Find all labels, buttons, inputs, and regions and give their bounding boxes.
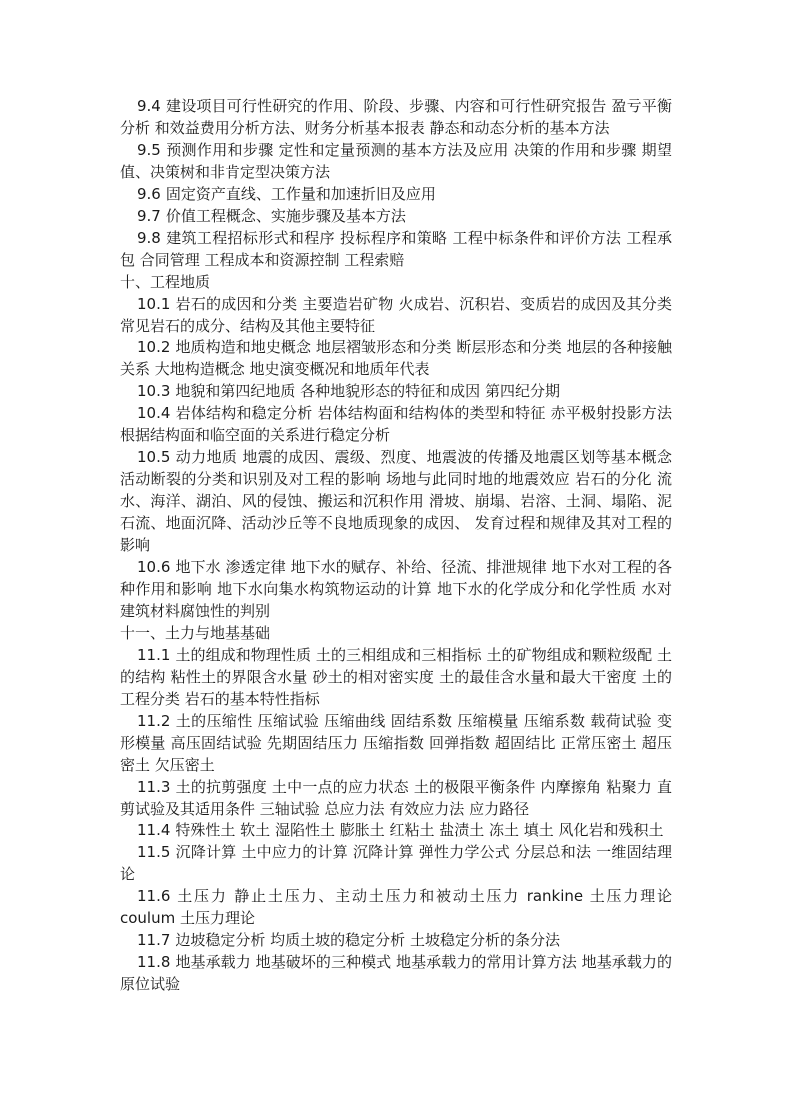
section-text: 地质构造和地史概念 地层褶皱形态和分类 断层形态和分类 地层的各种接触关系 大地构造概念 地史演变概况和地质年代表 bbox=[120, 338, 672, 379]
section-text: 沉降计算 土中应力的计算 沉降计算 弹性力学公式 分层总和法 一维固结理论 bbox=[120, 843, 672, 884]
section-number: 9.6 bbox=[137, 184, 161, 203]
section-11-3 bbox=[120, 777, 672, 821]
section-11-4 bbox=[120, 820, 672, 842]
section-text: 地基承载力 地基破坏的三种模式 地基承载力的常用计算方法 地基承载力的原位试验 bbox=[120, 953, 672, 994]
section-number: 9.8 bbox=[137, 228, 161, 247]
section-11-1 bbox=[120, 645, 672, 711]
section-11-6 bbox=[120, 886, 672, 930]
section-text: 岩体结构和稳定分析 岩体结构面和结构体的类型和特征 赤平极射投影方法 根据结构面和临空面的关系进行稳定分析 bbox=[120, 404, 672, 445]
section-number: 11.1 bbox=[137, 645, 171, 664]
section-text: 动力地质 地震的成因、震级、烈度、地震波的传播及地震区划等基本概念 活动断裂的分类和识别及对工程的影响 场地与此同时地的地震效应 岩石的分化 流水、海洋、湖泊、风的侵蚀、搬运和沉积作用 滑坡、崩塌、岩溶、土洞、塌陷、泥石流、地面沉降、活动沙丘等不良地质现象的成因、 发育过程和规律及其对工程的影响 bbox=[120, 448, 672, 555]
chapter-title: 十、工程地质 bbox=[120, 272, 211, 291]
section-10-4 bbox=[120, 403, 672, 447]
section-11-8 bbox=[120, 952, 672, 996]
section-number: 11.4 bbox=[137, 821, 171, 840]
section-10-2 bbox=[120, 337, 672, 381]
section-text: 土压力 静止土压力、主动土压力和被动土压力 rankine 土压力理论 coulum 土压力理论 bbox=[120, 887, 672, 928]
section-number: 10.4 bbox=[137, 404, 171, 423]
section-number: 11.7 bbox=[137, 931, 171, 950]
section-10-5 bbox=[120, 447, 672, 557]
section-text: 岩石的成因和分类 主要造岩矿物 火成岩、沉积岩、变质岩的成因及其分类 常见岩石的成分、结构及其他主要特征 bbox=[120, 294, 672, 335]
section-number: 11.2 bbox=[137, 711, 171, 730]
section-10-1 bbox=[120, 294, 672, 338]
section-number: 11.6 bbox=[137, 887, 171, 906]
section-number: 10.3 bbox=[137, 382, 171, 401]
section-text: 建设项目可行性研究的作用、阶段、步骤、内容和可行性研究报告 盈亏平衡分析 和效益费用分析方法、财务分析基本报表 静态和动态分析的基本方法 bbox=[120, 97, 672, 137]
chapter-title: 十一、土力与地基基础 bbox=[120, 623, 271, 642]
section-9-5 bbox=[120, 140, 672, 184]
section-text: 建筑工程招标形式和程序 投标程序和策略 工程中标条件和评价方法 工程承包 合同管理 工程成本和资源控制 工程索赔 bbox=[120, 228, 672, 269]
section-number: 10.1 bbox=[137, 294, 171, 313]
chapter-heading-10 bbox=[120, 272, 672, 294]
section-text: 地貌和第四纪地质 各种地貌形态的特征和成因 第四纪分期 bbox=[175, 382, 560, 401]
section-number: 11.3 bbox=[137, 777, 171, 796]
section-10-3 bbox=[120, 381, 672, 403]
document-page bbox=[120, 96, 672, 996]
section-text: 土的压缩性 压缩试验 压缩曲线 固结系数 压缩模量 压缩系数 载荷试验 变形模量 高压固结试验 先期固结压力 压缩指数 回弹指数 超固结比 正常压密土 超压密土 欠压密土 bbox=[120, 711, 672, 774]
section-number: 10.6 bbox=[137, 558, 171, 577]
section-9-6 bbox=[120, 184, 672, 206]
section-text: 特殊性土 软土 湿陷性土 膨胀土 红粘土 盐渍土 冻土 填土 风化岩和残积土 bbox=[175, 821, 664, 840]
section-number: 10.2 bbox=[137, 338, 171, 357]
section-10-6 bbox=[120, 557, 672, 623]
section-number: 10.5 bbox=[137, 448, 171, 467]
section-text: 预测作用和步骤 定性和定量预测的基本方法及应用 决策的作用和步骤 期望值、决策树和非肯定型决策方法 bbox=[120, 140, 672, 181]
section-number: 9.7 bbox=[137, 206, 161, 225]
section-11-7 bbox=[120, 930, 672, 952]
chapter-heading-11 bbox=[120, 623, 672, 645]
section-11-5 bbox=[120, 842, 672, 886]
section-text: 边坡稳定分析 均质土坡的稳定分析 土坡稳定分析的条分法 bbox=[175, 931, 560, 950]
section-text: 价值工程概念、实施步骤及基本方法 bbox=[165, 206, 406, 225]
section-number: 11.5 bbox=[137, 843, 171, 862]
section-9-8 bbox=[120, 228, 672, 272]
section-number: 9.5 bbox=[137, 140, 161, 159]
section-number: 11.8 bbox=[137, 953, 171, 972]
section-11-2 bbox=[120, 711, 672, 777]
section-text: 土的抗剪强度 土中一点的应力状态 土的极限平衡条件 内摩擦角 粘聚力 直剪试验及其适用条件 三轴试验 总应力法 有效应力法 应力路径 bbox=[120, 777, 672, 818]
section-text: 土的组成和物理性质 土的三相组成和三相指标 土的矿物组成和颗粒级配 土的结构 粘性土的界限含水量 砂土的相对密实度 土的最佳含水量和最大干密度 土的工程分类 岩石的基本特性指标 bbox=[120, 645, 672, 708]
section-text: 地下水 渗透定律 地下水的赋存、补给、径流、排泄规律 地下水对工程的各种作用和影响 地下水向集水构筑物运动的计算 地下水的化学成分和化学性质 水对建筑材料腐蚀性的判别 bbox=[120, 558, 672, 620]
section-9-4 bbox=[120, 96, 672, 140]
section-text: 固定资产直线、工作量和加速折旧及应用 bbox=[165, 184, 436, 203]
section-number: 9.4 bbox=[137, 97, 161, 115]
section-9-7 bbox=[120, 206, 672, 228]
